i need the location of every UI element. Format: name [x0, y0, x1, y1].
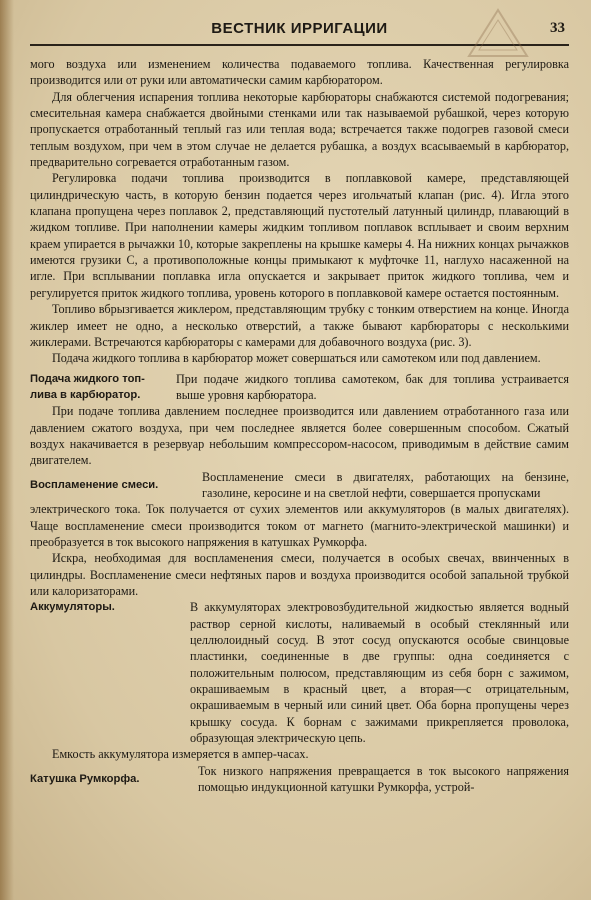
- section-ignition-text-2: Искра, необходимая для воспламенения смеси, получается в особых свечах, ввинченных в цилиндры. Воспламенение смеси нефтяных паров и воздуха производится особой запальной трубкой или калоризаторами.: [30, 551, 569, 598]
- side-heading-coil: Катушка Румкорфа.: [30, 772, 140, 785]
- section-ignition: [30, 469, 569, 502]
- paragraph-5: Подача жидкого топлива в карбюратор может совершаться или самотеком или под давлением.: [52, 351, 541, 366]
- journal-title: ВЕСТНИК ИРРИГАЦИИ: [211, 20, 388, 37]
- section-fuel-supply: [30, 371, 569, 404]
- page-header: [30, 18, 569, 46]
- page-number: 33: [550, 20, 565, 36]
- side-heading-accumulators: Аккумуляторы.: [30, 601, 115, 614]
- section-coil-lead: Ток низкого напряжения превращается в ток высокого напряжения помощью индукционной катушки Румкорфа, устрой-: [198, 763, 569, 795]
- page-edge-shadow: [0, 0, 14, 900]
- paragraph-1: мого воздуха или изменением количества подаваемого топлива. Качественная регулировка производится или от руки или автоматически самим карбюратором.: [30, 57, 569, 88]
- paragraph-4: Топливо вбрызгивается жиклером, представляющим трубку с тонким отверстием на конце. Иногда жиклер имеет не одно, а несколько отверстий, а также бывают карбюраторы с несколькими жиклерами. Встречаются карбюраторы с камерами для добавочного воздуха (рис. 3).: [30, 302, 569, 349]
- side-heading-ignition: Воспламенение смеси.: [30, 478, 159, 491]
- section-accumulators: [30, 599, 569, 746]
- section-accumulators-lead: В аккумуляторах электровозбудительной жидкостью является водный раствор серной кислоты, наливаемый в особый стеклянный или целлюлоидный сосуд. В этот сосуд опускаются особые свинцовые пластинки, соединенные в две группы: одна соединяется с положительным полюсом, представляющим из себя борн с зажимом, окрашиваемым в красный цвет, а вторая—с отрицательным, окрашиваемым в черный или синий цвет. Оба борна пропущены через крышку сосуда. К борнам с зажимами прикрепляется проволока, образующая электрическую цепь.: [190, 600, 569, 746]
- library-stamp-icon: [465, 6, 531, 60]
- section-fuel-supply-lead: При подаче жидкого топлива самотеком, бак для топлива устраивается выше уровня карбюратора.: [176, 371, 569, 402]
- section-accumulators-text: Емкость аккумулятора измеряется в ампер-часах.: [52, 747, 309, 762]
- paragraph-2: Для облегчения испарения топлива некоторые карбюраторы снабжаются системой подогревания; смесительная камера снабжается двойными стенками или так называемой рубашкой, через которую пропускается отработанный теплый газ или теплая вода; встречается также подогрев газовой смеси теплым воздухом, при чем в этом случае не делается рубашка, а воздух всасываемый в карбюратор, предварительно согревается отработанным газом.: [30, 89, 569, 170]
- paragraph-3: Регулировка подачи топлива производится в поплавковой камере, представляющей цилиндрическую часть, в которую бензин подается через игольчатый клапан (рис. 4). Игла этого клапана пропущена через поплавок 2, представляющий пустотелый латунный цилиндр, плавающий в жидком топливе. При наполнении камеры жидким топливом поплавок всплывает и своим верхним краем упирается в рычажки 10, которые закреплены на крышке камеры 4. На нижних концах рычажков имеются грузики С, а противоположные концы примыкают к муфточке 11, наглухо насаженной на игле. При всплывании поплавка игла опускается и закрывает приток жидкого топлива, чем и регулируется приток жидкого топлива, уровень которого в поплавковой камере остается постоянным.: [30, 171, 569, 300]
- section-coil: [30, 763, 569, 796]
- section-ignition-text-1: электрического тока. Ток получается от сухих элементов или аккумуляторов (в малых двигателях). Чаще воспламенение смеси производится током от магнето (магнито-электрической машинки) и преобразуется в ток высокого напряжения в катушках Румкорфа.: [30, 502, 569, 549]
- side-heading-fuel-supply: Подача жидкого топ- лива в карбюратор.: [30, 372, 145, 401]
- article-body: [30, 56, 569, 795]
- section-ignition-lead: Воспламенение смеси в двигателях, работающих на бензине, газолине, керосине и на светлой нефти, совершается пропусками: [202, 469, 569, 500]
- section-fuel-supply-text: При подаче топлива давлением последнее производится или давлением отработанного газа или давлением сжатого воздуха, при чем последнее является более совершенным способом. Сжатый воздух накачивается в резервуар небольшим компрессором-насосом, приводимым в действие самим двигателем.: [30, 404, 569, 468]
